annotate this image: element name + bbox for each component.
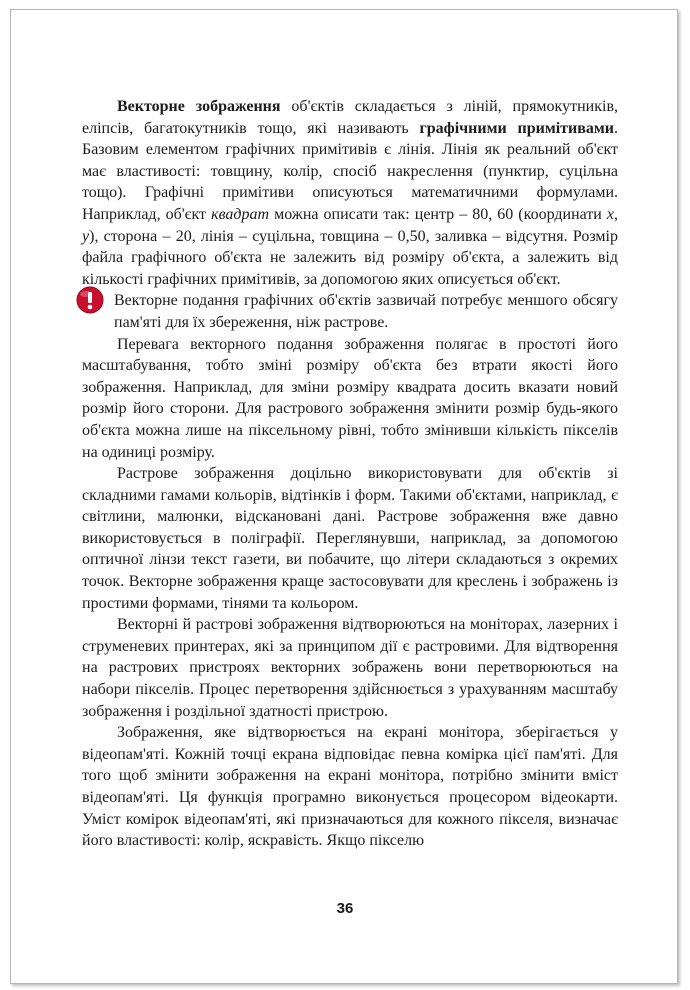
note-callout bbox=[82, 290, 618, 333]
term-vector-image: Векторне зображення bbox=[117, 98, 281, 115]
term-graphic-primitives: графічними примітивами bbox=[419, 119, 614, 137]
note-text: Векторне подання графічних об'єктів зазвичай потребує меншого обсягу пам'яті для їх збереження, ніж растрове. bbox=[114, 292, 618, 331]
paragraph-vector-image: Векторне зображення об'єктів складається з ліній, прямокутників, еліпсів, багатокутників тощо, які називають графічними примітивами. Базовим елементом графічних примітивів є лінія. Лінія як реальний об'єкт має властивості: товщину, колір, спосіб накреслення (пунктир, суцільна тощо). Графічні примітиви описуються математичними формулами. Наприклад, об'єкт квадрат можна описати так: центр – 80, 60 (координати x, y), сторона – 20, лінія – суцільна, товщина – 0,50, заливка – відсутня. Розмір файла графічного об'єкта не залежить від розміру об'єкта, а залежить від кількості графічних примітивів, за допомогою яких описується об'єкт. bbox=[82, 98, 619, 288]
page-content bbox=[82, 96, 618, 852]
paragraph-raster-usage: Растрове зображення доцільно використовувати для об'єктів зі складними гамами кольорів, відтінків і форм. Такими об'єктами, наприклад, є світлини, малюнки, відскановані дані. Растрове зображення вже давно використовується в поліграфії. Переглянувши, наприклад, за допомогою оптичної лінзи текст газети, ви побачите, що літери складаються з окремих точок. Векторне зображення краще застосовувати для креслень і зображень із простими формами, тінями та кольором. bbox=[82, 465, 618, 612]
paragraph-video-memory: Зображення, яке відтворюється на екрані монітора, зберігається у відеопам'яті. Кожній точці екрана відповідає певна комірка цієї пам'яті. Для того щоб змінити зображення на екрані монітора, потрібно змінити вміст відеопам'яті. Ця функція програмно виконується процесором відеокарти. Уміст комірок відеопам'яті, які призначаються для кожного пікселя, визначає його властивості: колір, яскравість. Якщо пікселю bbox=[82, 724, 618, 850]
page-number: 36 bbox=[336, 900, 354, 917]
paragraph-output-devices: Векторні й растрові зображення відтворюються на моніторах, лазерних і струменевих принтерах, які за принципом дії є растровими. Для відтворення на растрових пристроях векторних зображень вони перетворюються на набори пікселів. Процес перетворення здійснюється з урахуванням масштабу зображення і роздільної здатності пристрою. bbox=[82, 616, 618, 720]
example-square: квадрат bbox=[211, 205, 270, 223]
paragraph-vector-advantage: Перевага векторного подання зображення полягає в простоті його масштабування, тобто зміні розміру об'єкта без втрати якості його зображення. Наприклад, для зміни розміру квадрата досить вказати новий розмір його сторони. Для растрового зображення змінити розмір будь-якого об'єкта можна лише на піксельному рівні, тобто змінивши кількість пікселів на одиниці розміру. bbox=[82, 335, 618, 461]
exclamation-icon bbox=[76, 286, 104, 314]
